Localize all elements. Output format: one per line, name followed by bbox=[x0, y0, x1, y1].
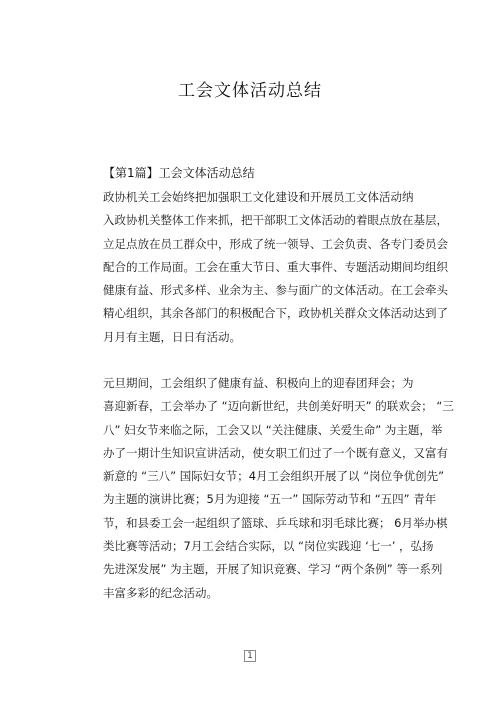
paragraph-line: 政协机关工会始终把加强职工文化建设和开展员工文体活动纳 bbox=[103, 190, 414, 204]
paragraph-line: 入政协机关整体工作来抓，把干部职工文体活动的着眼点放在基层， bbox=[103, 213, 448, 228]
paragraph-line: 精心组织，其余各部门的积极配合下，政协机关群众文体活动达到了 bbox=[103, 306, 448, 321]
paragraph-2 bbox=[103, 372, 454, 605]
document-title: 工会文体活动总结 bbox=[178, 81, 322, 101]
paragraph-line: 健康有益、形式多样、业余为主、参与面广的文体活动。在工会牵头 bbox=[103, 283, 448, 298]
paragraph-1 bbox=[103, 186, 448, 349]
paragraph-line: 类比赛等活动；7月工会结合实际，以 “岗位实践迎 ‘七一’ ，弘扬 bbox=[103, 539, 434, 554]
paragraph-line: 为主题的演讲比赛；5月为迎接 “五一” 国际劳动节和 “五四” 青年 bbox=[103, 492, 437, 507]
section-heading: 【第1篇】工会文体活动总结 bbox=[103, 166, 255, 180]
paragraph-line: 先进深发展” 为主题，开展了知识竞赛、学习 “两个条例” 等一系列 bbox=[103, 562, 443, 577]
paragraph-line: 节，和县委工会一起组织了篮球、乒乓球和羽毛球比赛； 6月举办棋 bbox=[103, 515, 448, 530]
page-number-label: 1 bbox=[244, 650, 256, 662]
paragraph-line: 八” 妇女节来临之际，工会又以 “关注健康、关爱生命” 为主题，举 bbox=[103, 422, 443, 437]
paragraph-line: 丰富多彩的纪念活动。 bbox=[103, 585, 218, 600]
paragraph-line: 立足点放在员工群众中，形成了统一领导、工会负责、各专门委员会 bbox=[103, 236, 448, 251]
paragraph-line: 办了一期计生知识宣讲活动，使女职工们过了一个既有意义，又富有 bbox=[103, 445, 448, 460]
paragraph-line: 元旦期间，工会组织了健康有益、积极向上的迎春团拜会；为 bbox=[103, 376, 414, 390]
page-number bbox=[0, 650, 500, 662]
paragraph-line: 月月有主题，日日有活动。 bbox=[103, 329, 241, 344]
paragraph-line: 配合的工作局面。工会在重大节日、重大事件、专题活动期间均组织 bbox=[103, 259, 448, 274]
paragraph-line: 新意的 “三八” 国际妇女节；4月工会组织开展了以 “岗位争优创先” bbox=[103, 469, 445, 484]
paragraph-line: 喜迎新春，工会举办了 “迈向新世纪，共创美好明天” 的联欢会； “三 bbox=[103, 399, 454, 414]
